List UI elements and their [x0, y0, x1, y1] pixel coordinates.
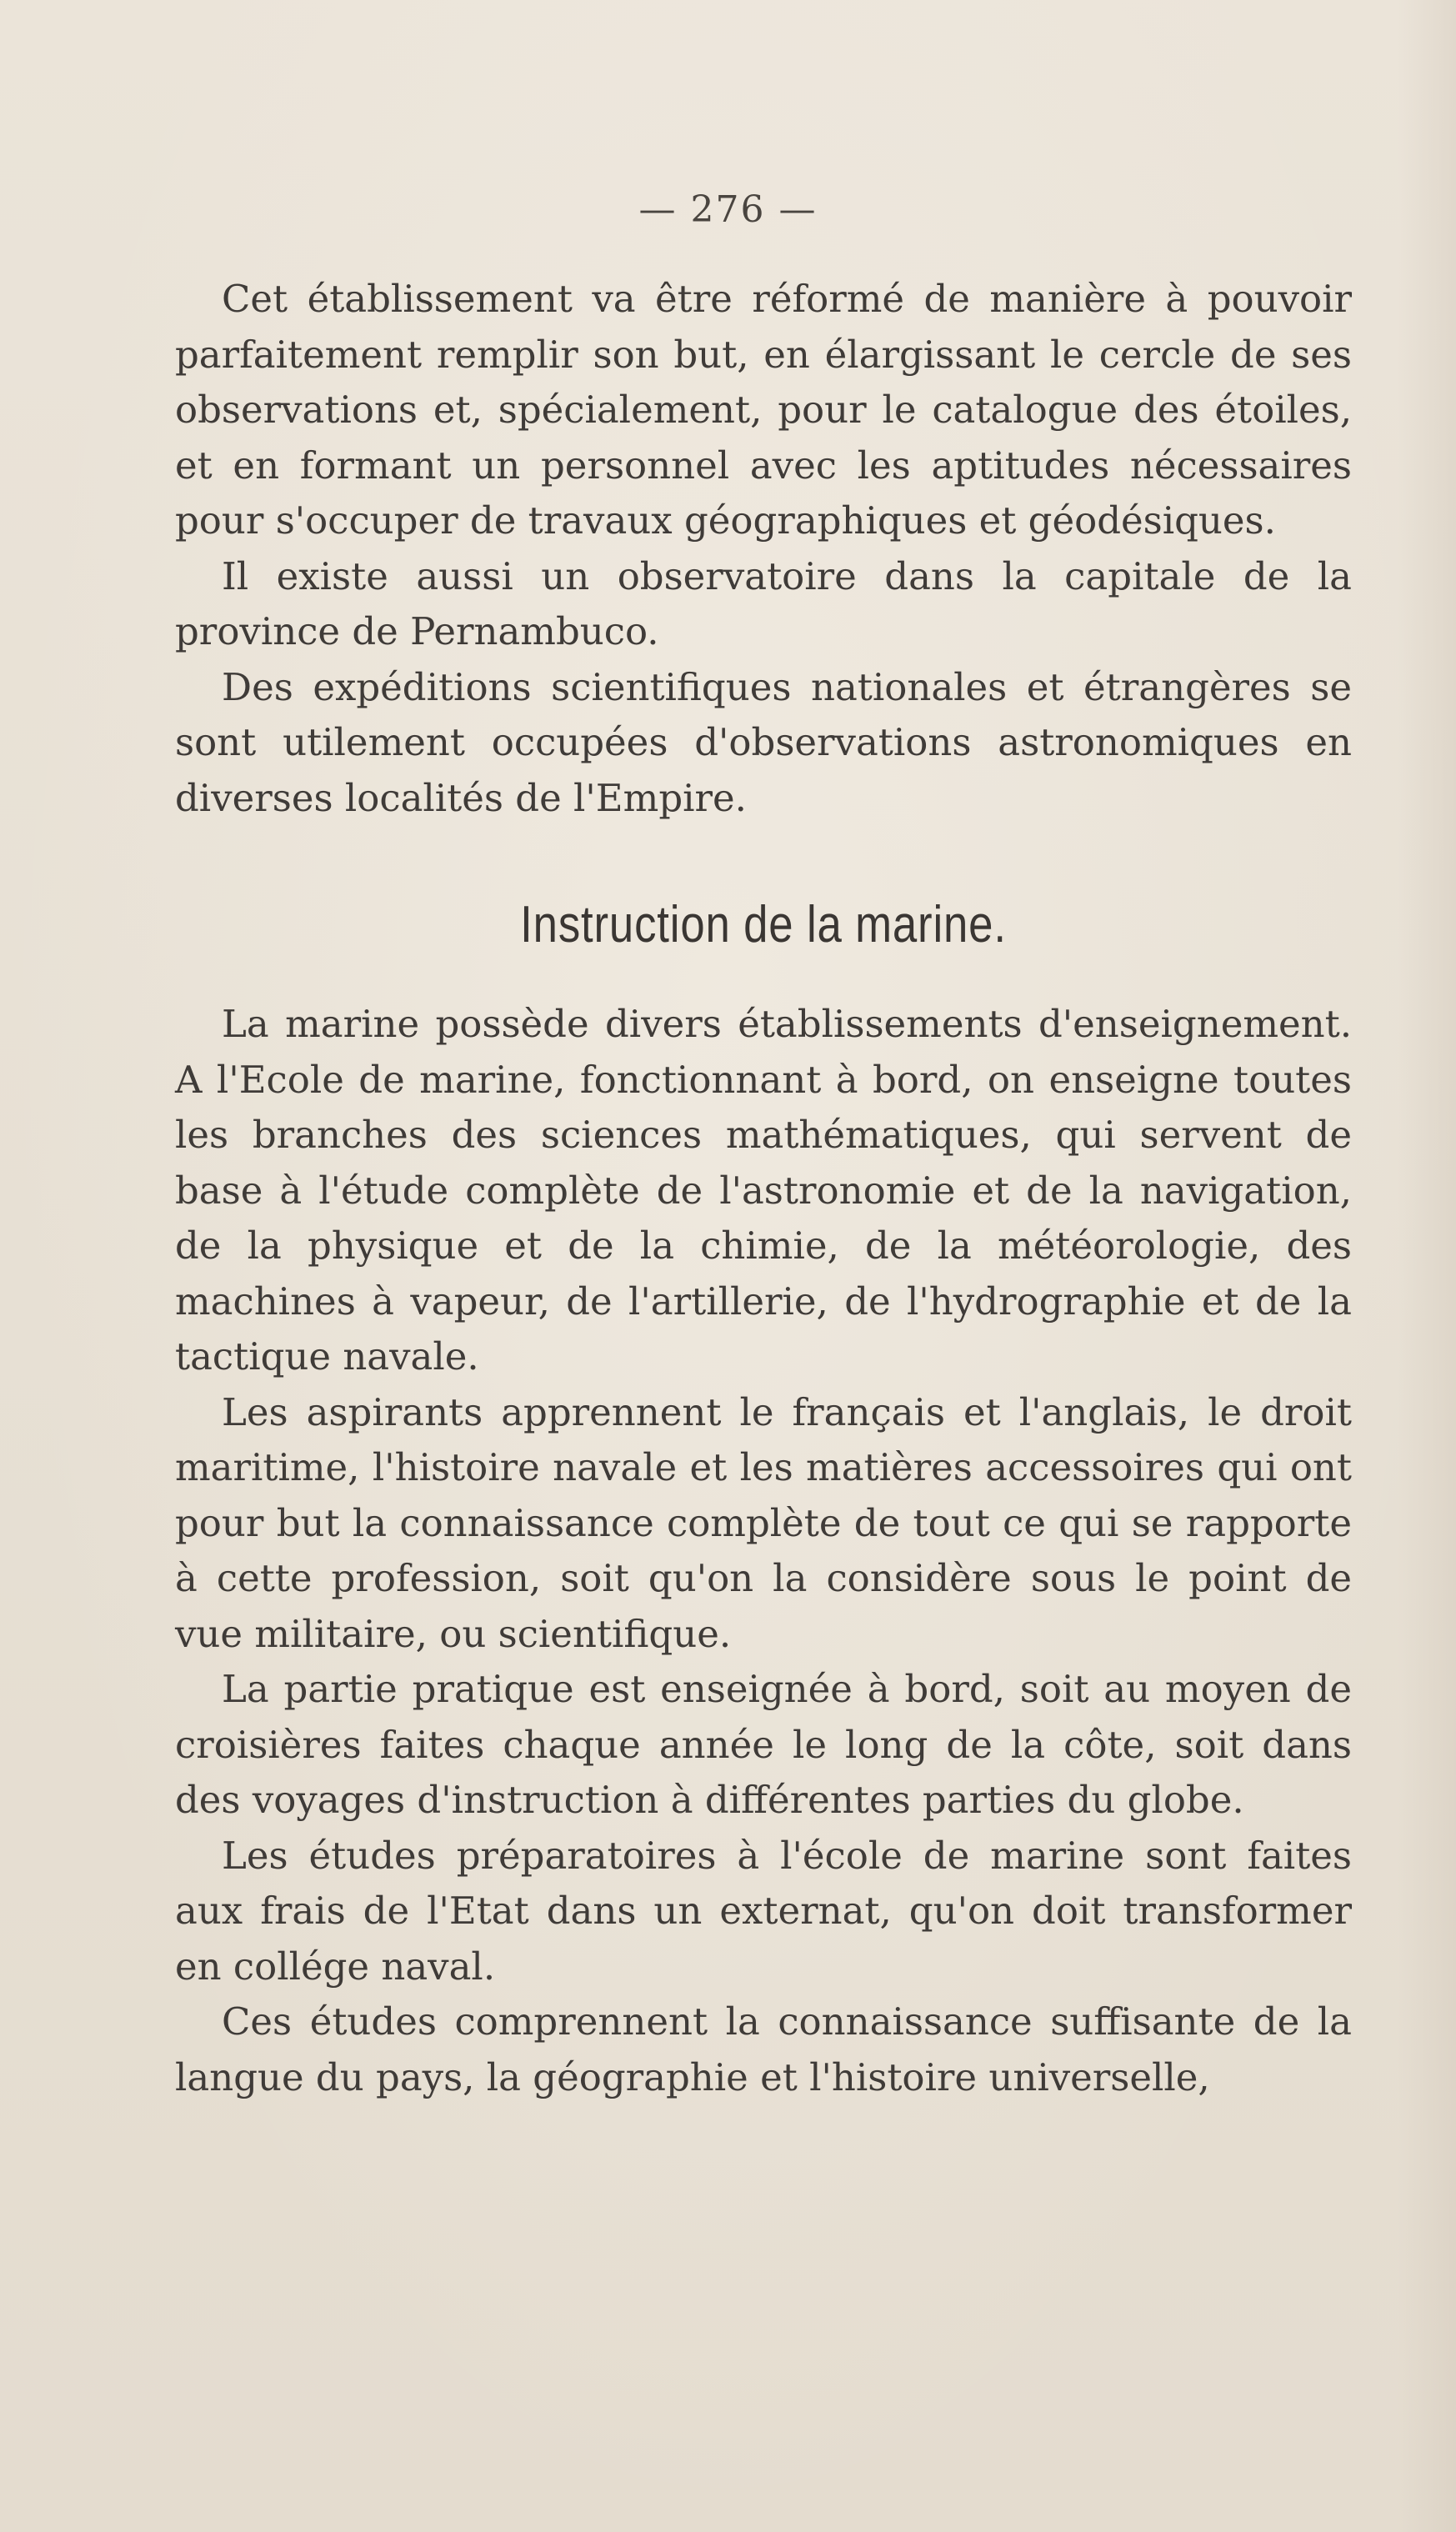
paragraph-curriculum: Ces études comprennent la connaissance suffisante de la langue du pays, la géographie et l'histoire universelle, [175, 1999, 1352, 2099]
paragraph-practical-training: La partie pratique est enseignée à bord, soit au moyen de croisières faites chaque année le long de la côte, soit dans des voyages d'instruction à différentes parties du globe. [175, 1667, 1352, 1822]
page-number: — 276 — [638, 188, 818, 231]
paragraph-naval-school: La marine possède divers établissements d'enseignement. A l'Ecole de marine, fonctionnant à bord, on enseigne toutes les branches des sciences mathématiques, qui servent de base à l'étude complète de l'astronomie et de la navigation, de la physique et de la chimie, de la météorologie, des machines à vapeur, de l'artillerie, de l'hydrographie et de la tactique navale. [175, 1002, 1352, 1379]
paragraph-preparatory-studies: Les études préparatoires à l'école de marine sont faites aux frais de l'Etat dans un externat, qu'on doit transformer en collége naval. [175, 1833, 1352, 1989]
section-heading: Instruction de la marine. [520, 896, 1007, 953]
paragraph-scientific-expeditions: Des expéditions scientifiques nationales et étrangères se sont utilement occupées d'observations astronomiques en diverses localités de l'Empire. [175, 664, 1352, 820]
paragraph-aspirants: Les aspirants apprennent le français et l'anglais, le droit maritime, l'histoire navale et les matières accessoires qui ont pour but la connaissance complète de tout ce qui se rapporte à cette profession, soit qu'on la considère sous le point de vue militaire, ou scientifique. [175, 1389, 1352, 1656]
page-edge-shadow [1398, 0, 1456, 2532]
paragraph-observatory-reform: Cet établissement va être réformé de manière à pouvoir parfaitement remplir son but, en élargissant le cercle de ses observations et, spécialement, pour le catalogue des étoiles, et en formant un personnel avec les aptitudes nécessaires pour s'occuper de travaux géographiques et géodésiques. [175, 277, 1352, 543]
paragraph-pernambuco-observatory: Il existe aussi un observatoire dans la capitale de la province de Pernambuco. [175, 553, 1352, 653]
body-text [175, 272, 1352, 2105]
section-heading-container [175, 826, 1352, 997]
